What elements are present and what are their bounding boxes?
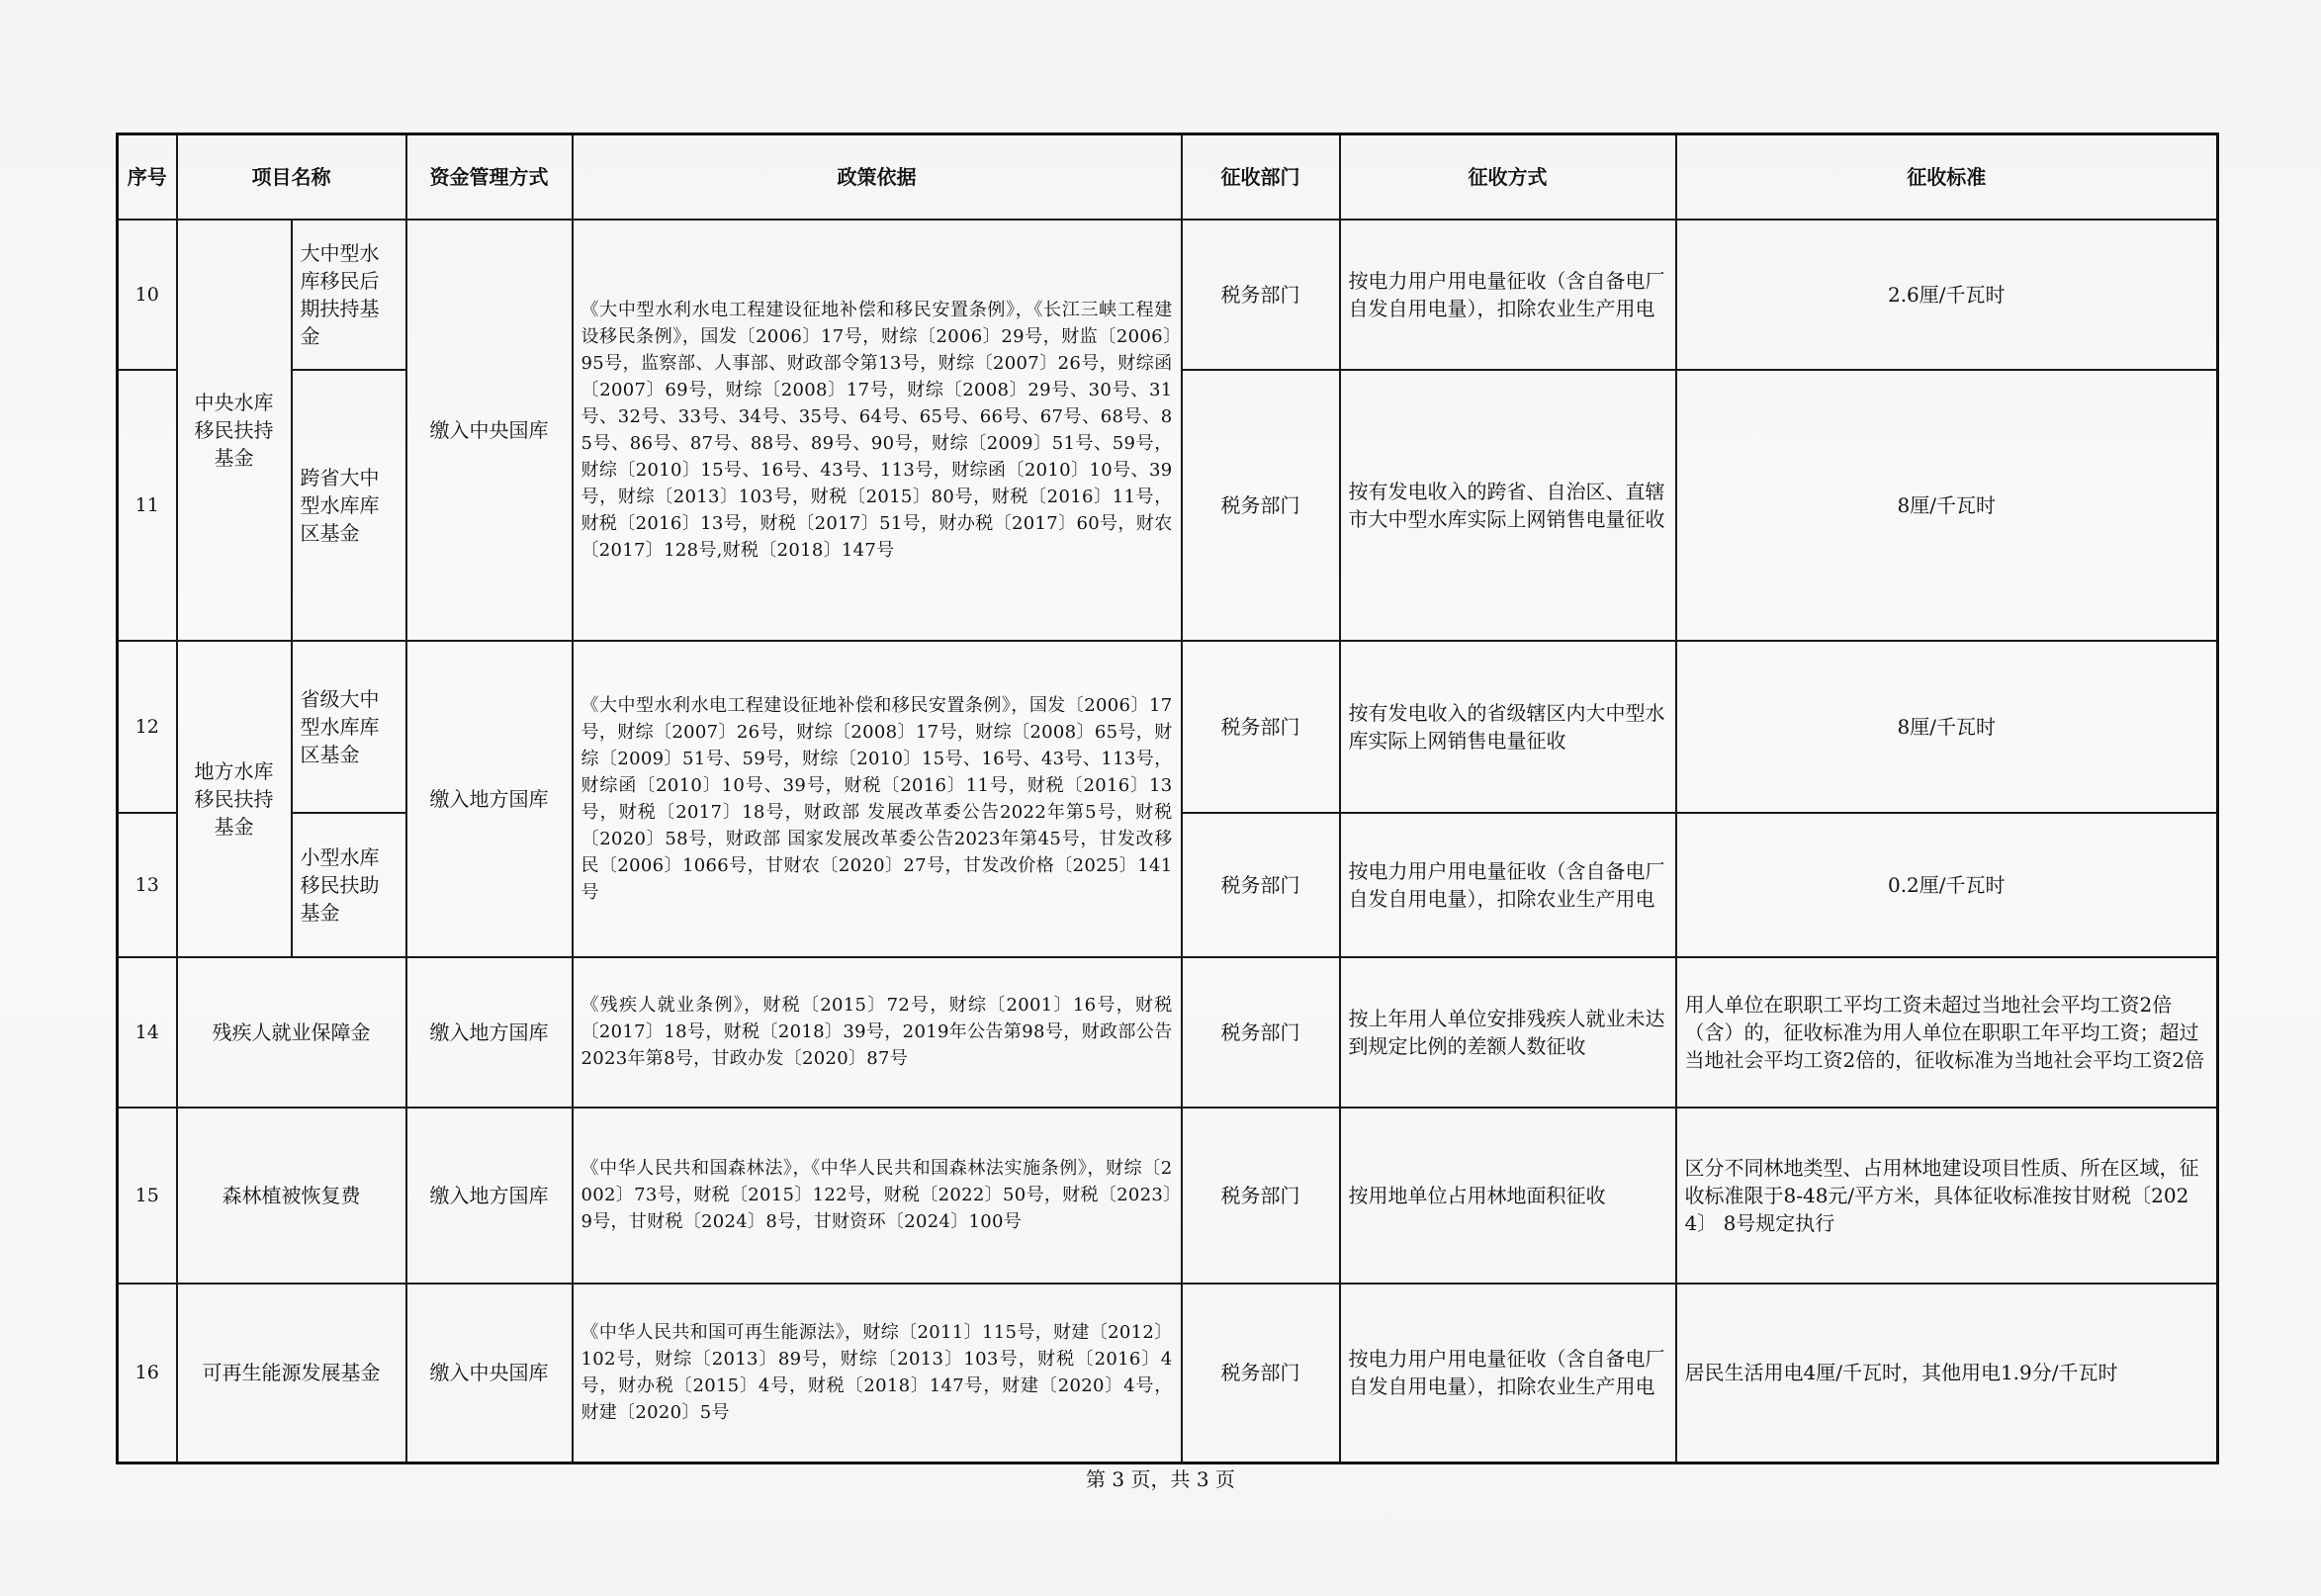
row-seq: 16 <box>118 1284 177 1463</box>
table-row <box>118 957 2218 1108</box>
row-dept: 税务部门 <box>1182 641 1340 813</box>
header-row <box>118 134 2218 220</box>
row-name: 森林植被恢复费 <box>177 1108 406 1284</box>
row-dept: 税务部门 <box>1182 1284 1340 1463</box>
row-basis: 《大中型水利水电工程建设征地补偿和移民安置条例》，《长江三峡工程建设移民条例》，国发〔2006〕17号，财综〔2006〕29号，财监〔2006〕95号，监察部、人事部、财政部令第13号，财综〔2007〕26号，财综函〔2007〕69号，财综〔2008〕17号，财综〔2008〕29号、30号、31号、32号、33号、34号、35号、64号、65号、66号、67号、68号、85号、86号、87号、88号、89号、90号，财综〔2009〕51号、59号，财综〔2010〕15号、16号、43号、113号，财综函〔2010〕10号、39号，财综〔2013〕103号，财税〔2015〕80号，财税〔2016〕11号，财税〔2016〕13号，财税〔2017〕51号，财办税〔2017〕60号，财农〔2017〕128号,财税〔2018〕147号 <box>573 220 1182 641</box>
page-number: 第 3 页，共 3 页 <box>1086 1467 1235 1491</box>
header-standard: 征收标准 <box>1676 134 2218 220</box>
row-dept: 税务部门 <box>1182 813 1340 957</box>
row-subname: 跨省大中型水库库区基金 <box>292 370 406 641</box>
row-standard: 区分不同林地类型、占用林地建设项目性质、所在区域，征收标准限于8-48元/平方米，具体征收标准按甘财税〔2024〕 8号规定执行 <box>1676 1108 2218 1284</box>
row-seq: 14 <box>118 957 177 1108</box>
fee-table <box>116 133 2219 1464</box>
row-method: 按电力用户用电量征收（含自备电厂自发自用电量），扣除农业生产用电 <box>1340 220 1676 370</box>
header-mgmt: 资金管理方式 <box>406 134 573 220</box>
header-method: 征收方式 <box>1340 134 1676 220</box>
row-standard: 8厘/千瓦时 <box>1676 370 2218 641</box>
row-subname: 大中型水库移民后期扶持基金 <box>292 220 406 370</box>
row-basis: 《中华人民共和国可再生能源法》，财综〔2011〕115号，财建〔2012〕102号，财综〔2013〕89号，财综〔2013〕103号，财税〔2016〕4号，财办税〔2015〕4号，财税〔2018〕147号，财建〔2020〕4号，财建〔2020〕5号 <box>573 1284 1182 1463</box>
row-dept: 税务部门 <box>1182 957 1340 1108</box>
row-mgmt: 缴入地方国库 <box>406 1108 573 1284</box>
row-name: 可再生能源发展基金 <box>177 1284 406 1463</box>
group-name-central: 中央水库移民扶持基金 <box>177 220 292 641</box>
row-subname: 小型水库移民扶助基金 <box>292 813 406 957</box>
table-row <box>118 1108 2218 1284</box>
row-method: 按有发电收入的省级辖区内大中型水库实际上网销售电量征收 <box>1340 641 1676 813</box>
header-dept: 征收部门 <box>1182 134 1340 220</box>
row-method: 按上年用人单位安排残疾人就业未达到规定比例的差额人数征收 <box>1340 957 1676 1108</box>
header-seq: 序号 <box>118 134 177 220</box>
row-method: 按电力用户用电量征收（含自备电厂自发自用电量），扣除农业生产用电 <box>1340 1284 1676 1463</box>
header-name: 项目名称 <box>177 134 406 220</box>
row-mgmt: 缴入地方国库 <box>406 957 573 1108</box>
row-method: 按有发电收入的跨省、自治区、直辖市大中型水库实际上网销售电量征收 <box>1340 370 1676 641</box>
row-name: 残疾人就业保障金 <box>177 957 406 1108</box>
row-mgmt: 缴入地方国库 <box>406 641 573 957</box>
row-dept: 税务部门 <box>1182 1108 1340 1284</box>
row-seq: 15 <box>118 1108 177 1284</box>
row-dept: 税务部门 <box>1182 370 1340 641</box>
row-standard: 8厘/千瓦时 <box>1676 641 2218 813</box>
row-subname: 省级大中型水库库区基金 <box>292 641 406 813</box>
row-seq: 13 <box>118 813 177 957</box>
table-row <box>118 641 2218 813</box>
row-standard: 用人单位在职职工平均工资未超过当地社会平均工资2倍（含）的，征收标准为用人单位在职职工年平均工资；超过当地社会平均工资2倍的，征收标准为当地社会平均工资2倍 <box>1676 957 2218 1108</box>
row-dept: 税务部门 <box>1182 220 1340 370</box>
table-row <box>118 1284 2218 1463</box>
row-standard: 0.2厘/千瓦时 <box>1676 813 2218 957</box>
row-seq: 11 <box>118 370 177 641</box>
row-basis: 《残疾人就业条例》，财税〔2015〕72号，财综〔2001〕16号，财税〔2017〕18号，财税〔2018〕39号，2019年公告第98号，财政部公告2023年第8号，甘政办发〔2020〕87号 <box>573 957 1182 1108</box>
row-basis: 《中华人民共和国森林法》，《中华人民共和国森林法实施条例》，财综〔2002〕73号，财税〔2015〕122号，财税〔2022〕50号，财税〔2023〕9号，甘财税〔2024〕8号，甘财资环〔2024〕100号 <box>573 1108 1182 1284</box>
row-standard: 居民生活用电4厘/千瓦时，其他用电1.9分/千瓦时 <box>1676 1284 2218 1463</box>
row-standard: 2.6厘/千瓦时 <box>1676 220 2218 370</box>
group-name-local: 地方水库移民扶持基金 <box>177 641 292 957</box>
row-mgmt: 缴入中央国库 <box>406 220 573 641</box>
row-basis: 《大中型水利水电工程建设征地补偿和移民安置条例》，国发〔2006〕17号，财综〔2007〕26号，财综〔2008〕17号，财综〔2008〕65号，财综〔2009〕51号、59号，财综〔2010〕15号、16号、43号、113号，财综函〔2010〕10号、39号，财税〔2016〕11号，财税〔2016〕13号，财税〔2017〕18号，财政部 发展改革委公告2022年第5号，财税〔2020〕58号，财政部 国家发展改革委公告2023年第45号，甘发改移民〔2006〕1066号，甘财农〔2020〕27号，甘发改价格〔2025〕141号 <box>573 641 1182 957</box>
row-seq: 10 <box>118 220 177 370</box>
header-basis: 政策依据 <box>573 134 1182 220</box>
row-method: 按电力用户用电量征收（含自备电厂自发自用电量），扣除农业生产用电 <box>1340 813 1676 957</box>
row-method: 按用地单位占用林地面积征收 <box>1340 1108 1676 1284</box>
table-row <box>118 220 2218 370</box>
row-seq: 12 <box>118 641 177 813</box>
row-mgmt: 缴入中央国库 <box>406 1284 573 1463</box>
